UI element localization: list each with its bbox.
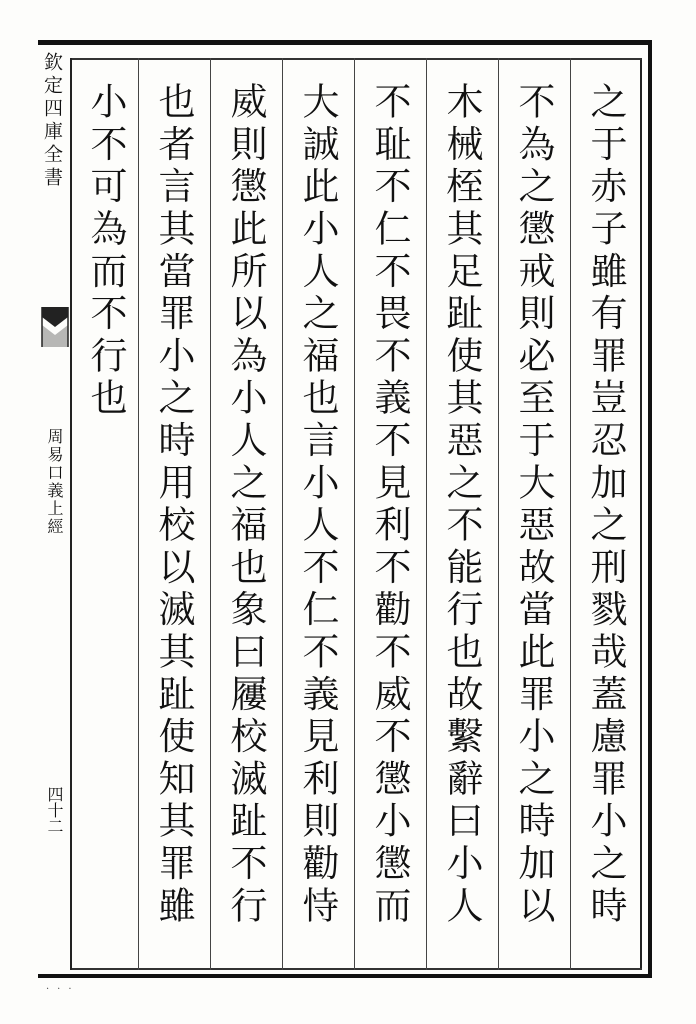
text-column-6: 威則懲此所以為小人之福也象曰屨校滅趾不行	[224, 82, 267, 928]
frame-inner-bottom-rule	[70, 968, 642, 970]
text-column-1: 之于赤子雖有罪豈忍加之刑戮哉蓋慮罪小之時	[584, 82, 627, 928]
scan-specks: ···	[46, 984, 80, 995]
column-rule	[570, 58, 571, 970]
fishtail-mark-icon	[40, 305, 70, 349]
text-column-8: 小不可為而不行也	[84, 82, 127, 421]
frame-inner-top-rule	[70, 58, 642, 60]
margin-title: 欽定四庫全書	[41, 52, 63, 190]
column-rule	[138, 58, 139, 970]
frame-inner-right-rule	[640, 58, 642, 970]
text-column-2: 不為之懲戒則必至于大惡故當此罪小之時加以	[512, 82, 555, 928]
text-column-4: 不耻不仁不畏不義不見利不勸不威不懲小懲而	[368, 82, 411, 928]
column-rule	[210, 58, 211, 970]
column-rule	[282, 58, 283, 970]
column-rule	[498, 58, 499, 970]
text-column-7: 也者言其當罪小之時用校以滅其趾使知其罪雖	[152, 82, 195, 928]
column-rule	[426, 58, 427, 970]
margin-page-number: 四十二	[45, 786, 64, 834]
column-rule	[354, 58, 355, 970]
margin-rule	[70, 58, 72, 970]
margin-book-title: 周易口義上經	[45, 428, 64, 536]
text-column-5: 大誠此小人之福也言小人不仁不義見利則勸恃	[296, 82, 339, 928]
text-column-3: 木械桎其足趾使其惡之不能行也故繫辭曰小人	[440, 82, 483, 928]
